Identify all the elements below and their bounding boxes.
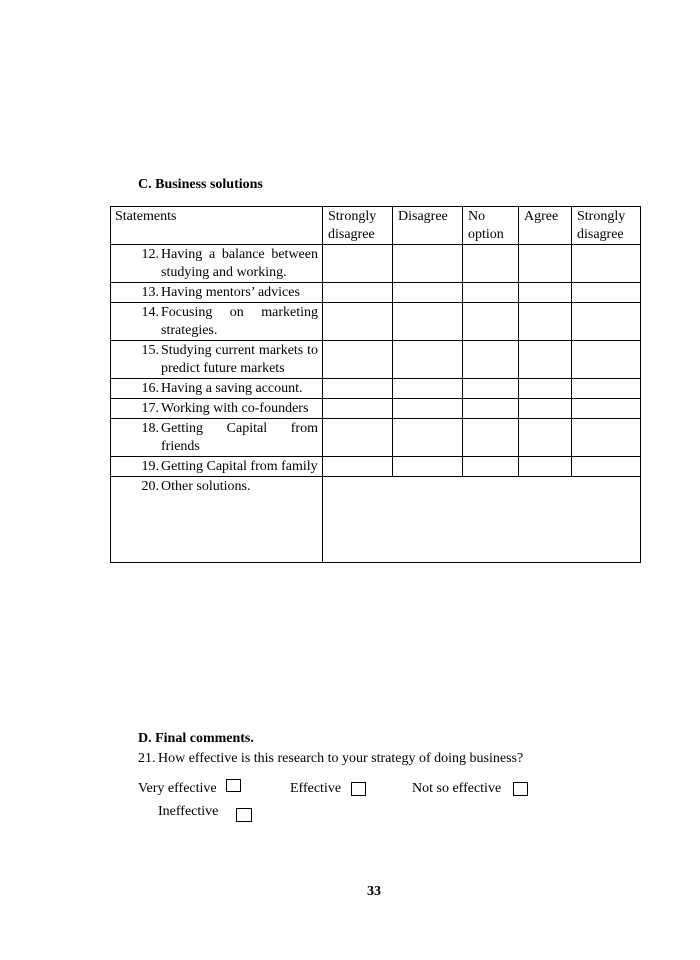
rating-cell-disagree[interactable]	[393, 457, 463, 477]
rating-cell-disagree[interactable]	[393, 419, 463, 457]
statement-text: Having a saving account.	[161, 381, 303, 396]
rating-cell-strongly-disagree[interactable]	[323, 303, 393, 341]
rating-cell-strongly-disagree-2[interactable]	[572, 341, 641, 379]
table-row-other	[111, 477, 641, 563]
statement-text: Working with co-founders	[161, 401, 309, 416]
header-strongly-disagree-2: Strongly disagree	[572, 207, 641, 245]
statement-cell	[111, 379, 323, 399]
option-label: Ineffective	[158, 804, 219, 820]
table-row	[111, 303, 641, 341]
rating-cell-no-option[interactable]	[463, 457, 519, 477]
statement-text: Having mentors’ advices	[161, 285, 300, 300]
rating-cell-no-option[interactable]	[463, 379, 519, 399]
rating-cell-strongly-disagree[interactable]	[323, 457, 393, 477]
option-ineffective[interactable]	[158, 802, 252, 822]
rating-cell-disagree[interactable]	[393, 379, 463, 399]
rating-cell-no-option[interactable]	[463, 245, 519, 283]
statement-number: 14.	[141, 305, 159, 320]
rating-cell-disagree[interactable]	[393, 303, 463, 341]
statement-cell	[111, 399, 323, 419]
statement-text: Studying current markets to predict future markets	[161, 343, 318, 376]
statement-number: 13.	[141, 285, 159, 300]
rating-cell-no-option[interactable]	[463, 399, 519, 419]
rating-cell-strongly-disagree[interactable]	[323, 419, 393, 457]
rating-cell-strongly-disagree-2[interactable]	[572, 303, 641, 341]
option-label: Very effective	[138, 781, 217, 796]
rating-cell-disagree[interactable]	[393, 399, 463, 419]
table-header-row	[111, 207, 641, 245]
statement-cell	[111, 283, 323, 303]
checkbox-ineffective[interactable]	[236, 808, 252, 822]
rating-cell-agree[interactable]	[519, 457, 572, 477]
rating-cell-agree[interactable]	[519, 379, 572, 399]
rating-cell-disagree[interactable]	[393, 245, 463, 283]
rating-cell-disagree[interactable]	[393, 341, 463, 379]
statement-number: 19.	[141, 459, 159, 474]
statement-cell	[111, 303, 323, 341]
rating-cell-agree[interactable]	[519, 419, 572, 457]
rating-cell-strongly-disagree-2[interactable]	[572, 283, 641, 303]
statement-text: Other solutions.	[161, 479, 251, 494]
table-row	[111, 245, 641, 283]
header-agree: Agree	[519, 207, 572, 245]
rating-cell-agree[interactable]	[519, 303, 572, 341]
rating-cell-agree[interactable]	[519, 341, 572, 379]
table-row	[111, 379, 641, 399]
rating-cell-strongly-disagree-2[interactable]	[572, 379, 641, 399]
rating-cell-no-option[interactable]	[463, 341, 519, 379]
rating-cell-strongly-disagree-2[interactable]	[572, 245, 641, 283]
table-row	[111, 419, 641, 457]
statement-text: Focusing on marketing strategies.	[161, 305, 318, 338]
table-row	[111, 283, 641, 303]
statement-number: 12.	[141, 247, 159, 262]
statement-number: 18.	[141, 421, 159, 436]
effectiveness-options	[138, 781, 598, 831]
header-disagree: Disagree	[393, 207, 463, 245]
rating-cell-no-option[interactable]	[463, 283, 519, 303]
header-strongly-disagree: Strongly disagree	[323, 207, 393, 245]
rating-cell-strongly-disagree[interactable]	[323, 341, 393, 379]
rating-cell-strongly-disagree-2[interactable]	[572, 457, 641, 477]
header-no-option: No option	[463, 207, 519, 245]
question-text: How effective is this research to your strategy of doing business?	[158, 751, 524, 766]
checkbox-effective[interactable]	[351, 782, 366, 796]
checkbox-very-effective[interactable]	[226, 779, 241, 792]
statement-text: Getting Capital from family	[161, 459, 318, 474]
rating-cell-agree[interactable]	[519, 245, 572, 283]
rating-cell-strongly-disagree[interactable]	[323, 283, 393, 303]
statement-number: 20.	[141, 479, 159, 494]
section-d-heading: D. Final comments.	[138, 731, 254, 746]
rating-cell-disagree[interactable]	[393, 283, 463, 303]
rating-cell-no-option[interactable]	[463, 303, 519, 341]
header-statements: Statements	[111, 207, 323, 245]
option-not-so-effective[interactable]	[412, 781, 528, 797]
statement-cell	[111, 245, 323, 283]
rating-cell-strongly-disagree-2[interactable]	[572, 419, 641, 457]
other-solutions-field[interactable]	[323, 477, 641, 563]
rating-cell-agree[interactable]	[519, 399, 572, 419]
question-number: 21.	[138, 751, 156, 766]
page-number: 33	[367, 884, 381, 899]
rating-cell-no-option[interactable]	[463, 419, 519, 457]
statement-cell	[111, 341, 323, 379]
rating-cell-strongly-disagree-2[interactable]	[572, 399, 641, 419]
statement-number: 17.	[141, 401, 159, 416]
statement-cell	[111, 477, 323, 563]
option-label: Effective	[290, 781, 342, 796]
statement-text: Getting Capital from friends	[161, 421, 318, 454]
statement-text: Having a balance between studying and working.	[161, 247, 318, 280]
rating-cell-strongly-disagree[interactable]	[323, 399, 393, 419]
business-solutions-table	[110, 206, 641, 563]
statement-cell	[111, 419, 323, 457]
rating-cell-agree[interactable]	[519, 283, 572, 303]
checkbox-not-so-effective[interactable]	[513, 782, 528, 796]
statement-number: 15.	[141, 343, 159, 358]
section-c-heading: C. Business solutions	[138, 177, 263, 192]
table-row	[111, 399, 641, 419]
table-row	[111, 341, 641, 379]
rating-cell-strongly-disagree[interactable]	[323, 245, 393, 283]
option-very-effective[interactable]	[138, 781, 241, 797]
option-label: Not so effective	[412, 781, 502, 796]
question-21	[138, 751, 523, 767]
option-effective[interactable]	[290, 781, 366, 797]
statement-cell	[111, 457, 323, 477]
rating-cell-strongly-disagree[interactable]	[323, 379, 393, 399]
table-row	[111, 457, 641, 477]
statement-number: 16.	[141, 381, 159, 396]
